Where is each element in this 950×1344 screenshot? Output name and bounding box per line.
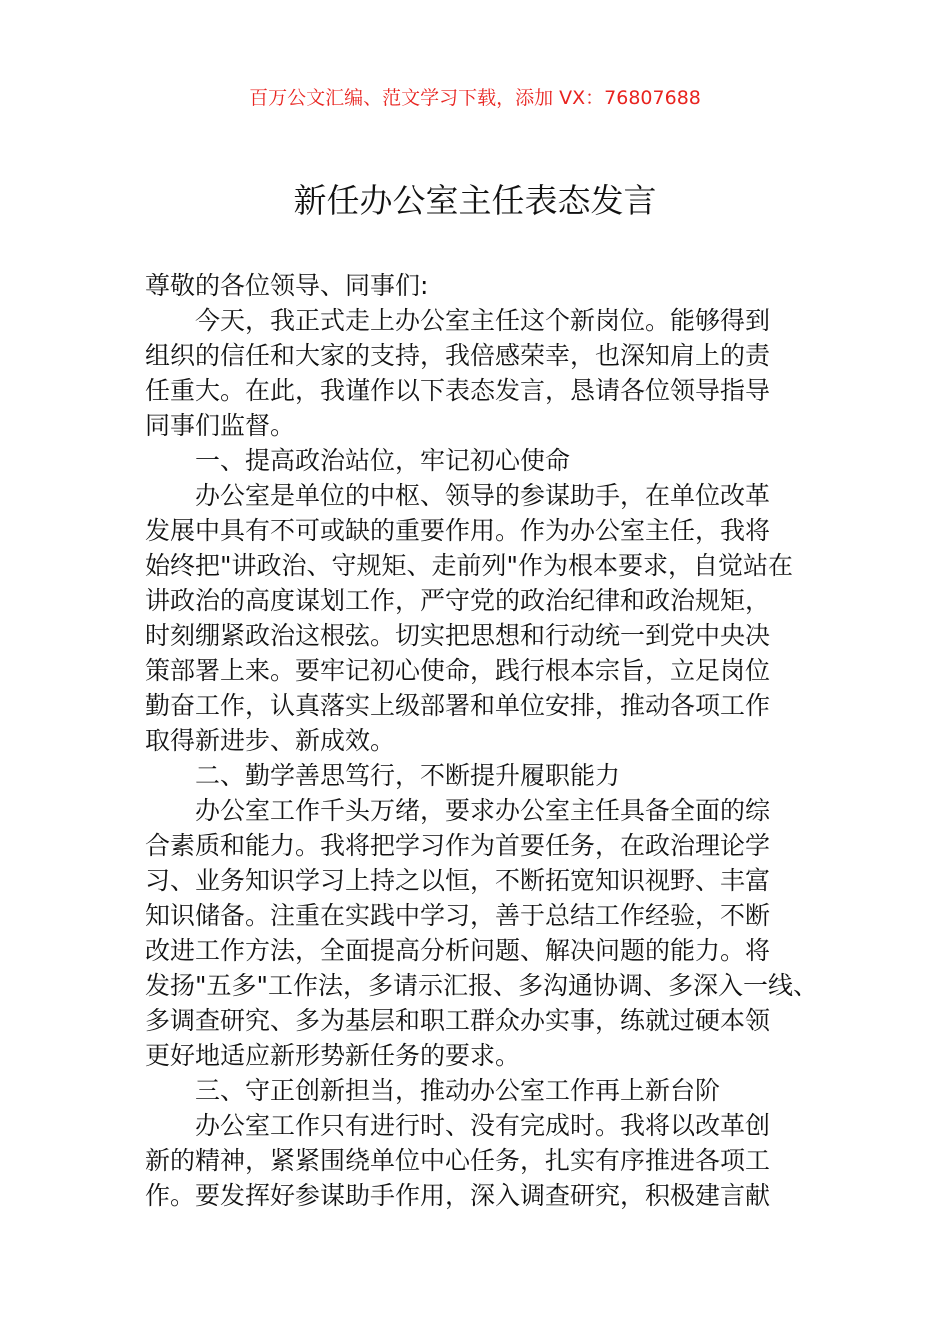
- body-line: 办公室是单位的中枢、领导的参谋助手，在单位改革: [145, 481, 771, 510]
- body-line: 合素质和能力。我将把学习作为首要任务，在政治理论学: [145, 831, 771, 860]
- body-line: 更好地适应新形势新任务的要求。: [145, 1041, 521, 1070]
- body-line: 任重大。在此，我谨作以下表态发言，恳请各位领导指导: [145, 376, 771, 405]
- body-line: 多调查研究、多为基层和职工群众办实事，练就过硬本领: [145, 1006, 771, 1035]
- body-line: 取得新进步、新成效。: [145, 726, 396, 755]
- salutation-line: 尊敬的各位领导、同事们:: [145, 271, 429, 300]
- body-line: 始终把"讲政治、守规矩、走前列"作为根本要求，自觉站在: [145, 551, 794, 580]
- body-line: 知识储备。注重在实践中学习，善于总结工作经验，不断: [145, 901, 771, 930]
- body-line: 勤奋工作，认真落实上级部署和单位安排，推动各项工作: [145, 691, 771, 720]
- download-banner: 百万公文汇编、范文学习下载，添加 VX：76807688: [249, 87, 701, 109]
- section-heading-2: 二、勤学善思笃行，不断提升履职能力: [145, 761, 621, 790]
- body-line: 新的精神，紧紧围绕单位中心任务，扎实有序推进各项工: [145, 1146, 771, 1175]
- section-heading-1: 一、提高政治站位，牢记初心使命: [145, 446, 571, 475]
- body-line: 今天，我正式走上办公室主任这个新岗位。能够得到: [145, 306, 771, 335]
- body-line: 同事们监督。: [145, 411, 296, 440]
- page-title: 新任办公室主任表态发言: [293, 181, 657, 220]
- body-line: 组织的信任和大家的支持，我倍感荣幸，也深知肩上的责: [145, 341, 771, 370]
- section-heading-3: 三、守正创新担当，推动办公室工作再上新台阶: [145, 1076, 721, 1105]
- body-line: 时刻绷紧政治这根弦。切实把思想和行动统一到党中央决: [145, 621, 771, 650]
- body-line: 办公室工作千头万绪，要求办公室主任具备全面的综: [145, 796, 771, 825]
- body-line: 办公室工作只有进行时、没有完成时。我将以改革创: [145, 1111, 771, 1140]
- body-line: 改进工作方法，全面提高分析问题、解决问题的能力。将: [145, 936, 771, 965]
- body-line: 作。要发挥好参谋助手作用，深入调查研究，积极建言献: [145, 1181, 771, 1210]
- body-line: 发扬"五多"工作法，多请示汇报、多沟通协调、多深入一线、: [145, 971, 819, 1000]
- document-body: [145, 268, 819, 1213]
- body-line: 策部署上来。要牢记初心使命，践行根本宗旨，立足岗位: [145, 656, 771, 685]
- body-line: 习、业务知识学习上持之以恒，不断拓宽知识视野、丰富: [145, 866, 771, 895]
- body-line: 讲政治的高度谋划工作，严守党的政治纪律和政治规矩，: [145, 586, 771, 615]
- body-line: 发展中具有不可或缺的重要作用。作为办公室主任，我将: [145, 516, 771, 545]
